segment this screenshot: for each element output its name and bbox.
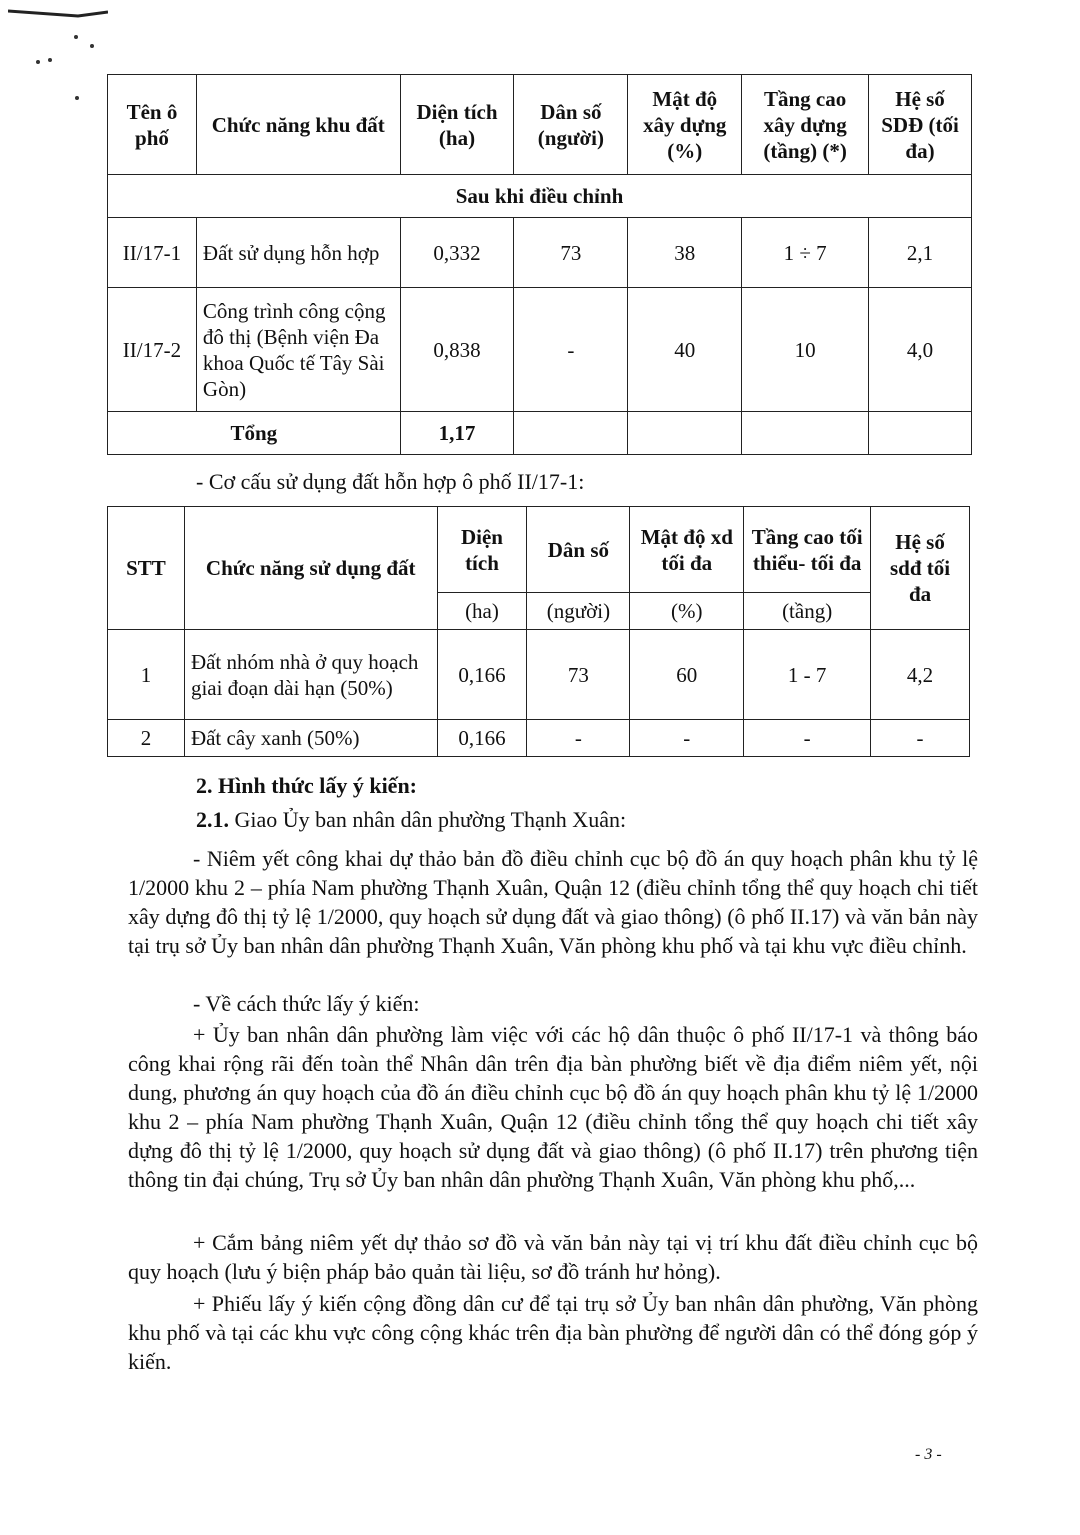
table-row [108,720,970,757]
table-cell: 0,838 [400,288,514,412]
table-cell: - [744,720,871,757]
section-label: Sau khi điều chỉnh [108,175,972,218]
table-cell: 4,0 [869,288,972,412]
table-cell: 40 [628,288,742,412]
subsection-number: 2.1. [196,807,229,832]
scan-dot [48,58,52,62]
section-row [108,175,972,218]
header-cell: Dân số (người) [514,75,628,175]
header-cell: Diện tích (ha) [400,75,514,175]
paragraph: + Phiếu lấy ý kiến cộng đồng dân cư để tại trụ sở Ủy ban nhân dân phường, Văn phòng khu phố và tại các khu vực công cộng khác trên địa bàn phường để người dân có thể đóng góp ý kiến. [128,1291,978,1374]
table-cell: Đất nhóm nhà ở quy hoạch giai đoạn dài hạn (50%) [184,630,437,720]
paragraph: + Ủy ban nhân dân phường làm việc với các hộ dân thuộc ô phố II/17-1 và thông báo công khai rộng rãi đến toàn thể Nhân dân trên địa bàn phường biết về địa điểm niêm yết, nội dung, phương án quy hoạch của đồ án điều chỉnh cục bộ đồ án quy hoạch phân khu tỷ lệ 1/2000 khu 2 – phía Nam phường Thạnh Xuân, Quận 12 (điều chỉnh tổng thể quy hoạch chi tiết xây dựng đô thị tỷ lệ 1/2000, quy hoạch sử dụng đất và giao thông) (ô phố II.17) trên phương tiện thông tin đại chúng, Trụ sở Ủy ban nhân dân phường Thạnh Xuân, Văn phòng khu phố,... [128,1022,978,1192]
total-row [108,412,972,455]
page-number: - 3 - [915,1446,942,1463]
header-cell: Mật độ xây dựng (%) [628,75,742,175]
table-cell: - [630,720,744,757]
table-cell: - [514,288,628,412]
header-cell: Chức năng khu đất [196,75,400,175]
table-cell: 0,166 [437,720,527,757]
header-cell: Tên ô phố [108,75,197,175]
unit-cell: (%) [630,593,744,630]
table-header-row [108,507,970,593]
unit-cell: (tầng) [744,593,871,630]
table-cell: 1 - 7 [744,630,871,720]
table-cell [869,412,972,455]
header-cell: Tầng cao tối thiểu- tối đa [744,507,871,593]
scan-dot [36,60,40,64]
header-cell: Hệ số sdđ tối đa [871,507,970,630]
scan-dot [74,35,78,39]
table-cell: 73 [527,630,630,720]
table-cell: II/17-1 [108,218,197,288]
unit-cell: (ha) [437,593,527,630]
table-header-row [108,75,972,175]
table-cell: Đất sử dụng hỗn hợp [196,218,400,288]
header-cell: Chức năng sử dụng đất [184,507,437,630]
table2-caption: - Cơ cấu sử dụng đất hỗn hợp ô phố II/17-1: [196,469,585,494]
table-row [108,630,970,720]
table-cell: 60 [630,630,744,720]
header-cell: Mật độ xd tối đa [630,507,744,593]
land-use-table [107,74,972,455]
table-cell: - [871,720,970,757]
section-heading: 2. Hình thức lấy ý kiến: [196,773,418,798]
scan-dot [75,96,79,100]
paragraph: + Cắm bảng niêm yết dự thảo sơ đồ và văn bản này tại vị trí khu đất điều chỉnh cục bộ quy hoạch (lưu ý biện pháp bảo quản tài liệu, sơ đồ tránh hư hỏng). [128,1230,978,1284]
table-cell: 0,166 [437,630,527,720]
scan-mark [8,8,108,18]
table-row [108,288,972,412]
table-cell: 1 ÷ 7 [742,218,869,288]
table-cell: Công trình công cộng đô thị (Bệnh viện Đa khoa Quốc tế Tây Sài Gòn) [196,288,400,412]
table-cell: 1 [108,630,185,720]
mixed-use-table [107,506,970,757]
paragraph: - Về cách thức lấy ý kiến: [193,991,420,1016]
subsection-heading [196,806,626,834]
table-cell: 0,332 [400,218,514,288]
header-cell: Diện tích [437,507,527,593]
table-cell: Đất cây xanh (50%) [184,720,437,757]
table-row [108,218,972,288]
table-cell: II/17-2 [108,288,197,412]
scan-dot [90,44,94,48]
subsection-text: Giao Ủy ban nhân dân phường Thạnh Xuân: [229,807,627,832]
table-cell [514,412,628,455]
table-cell: 73 [514,218,628,288]
total-label: Tổng [108,412,401,455]
table-cell: 2 [108,720,185,757]
table-cell: 10 [742,288,869,412]
table-cell: 38 [628,218,742,288]
unit-cell: (người) [527,593,630,630]
header-cell: Hệ số SDĐ (tối đa) [869,75,972,175]
header-cell: Tầng cao xây dựng (tầng) (*) [742,75,869,175]
header-cell: Dân số [527,507,630,593]
table-cell: 4,2 [871,630,970,720]
paragraph: - Niêm yết công khai dự thảo bản đồ điều chỉnh cục bộ đồ án quy hoạch phân khu tỷ lệ 1/2000 khu 2 – phía Nam phường Thạnh Xuân, Quận 12 (điều chỉnh tổng thể quy hoạch chi tiết xây dựng đô thị tỷ lệ 1/2000, quy hoạch sử dụng đất và giao thông) (ô phố II.17) và văn bản này tại trụ sở Ủy ban nhân dân phường Thạnh Xuân, Văn phòng khu phố và tại khu vực điều chỉnh. [128,846,978,958]
header-cell: STT [108,507,185,630]
table-cell: - [527,720,630,757]
total-value: 1,17 [400,412,514,455]
table-cell: 2,1 [869,218,972,288]
table-cell [742,412,869,455]
table-cell [628,412,742,455]
